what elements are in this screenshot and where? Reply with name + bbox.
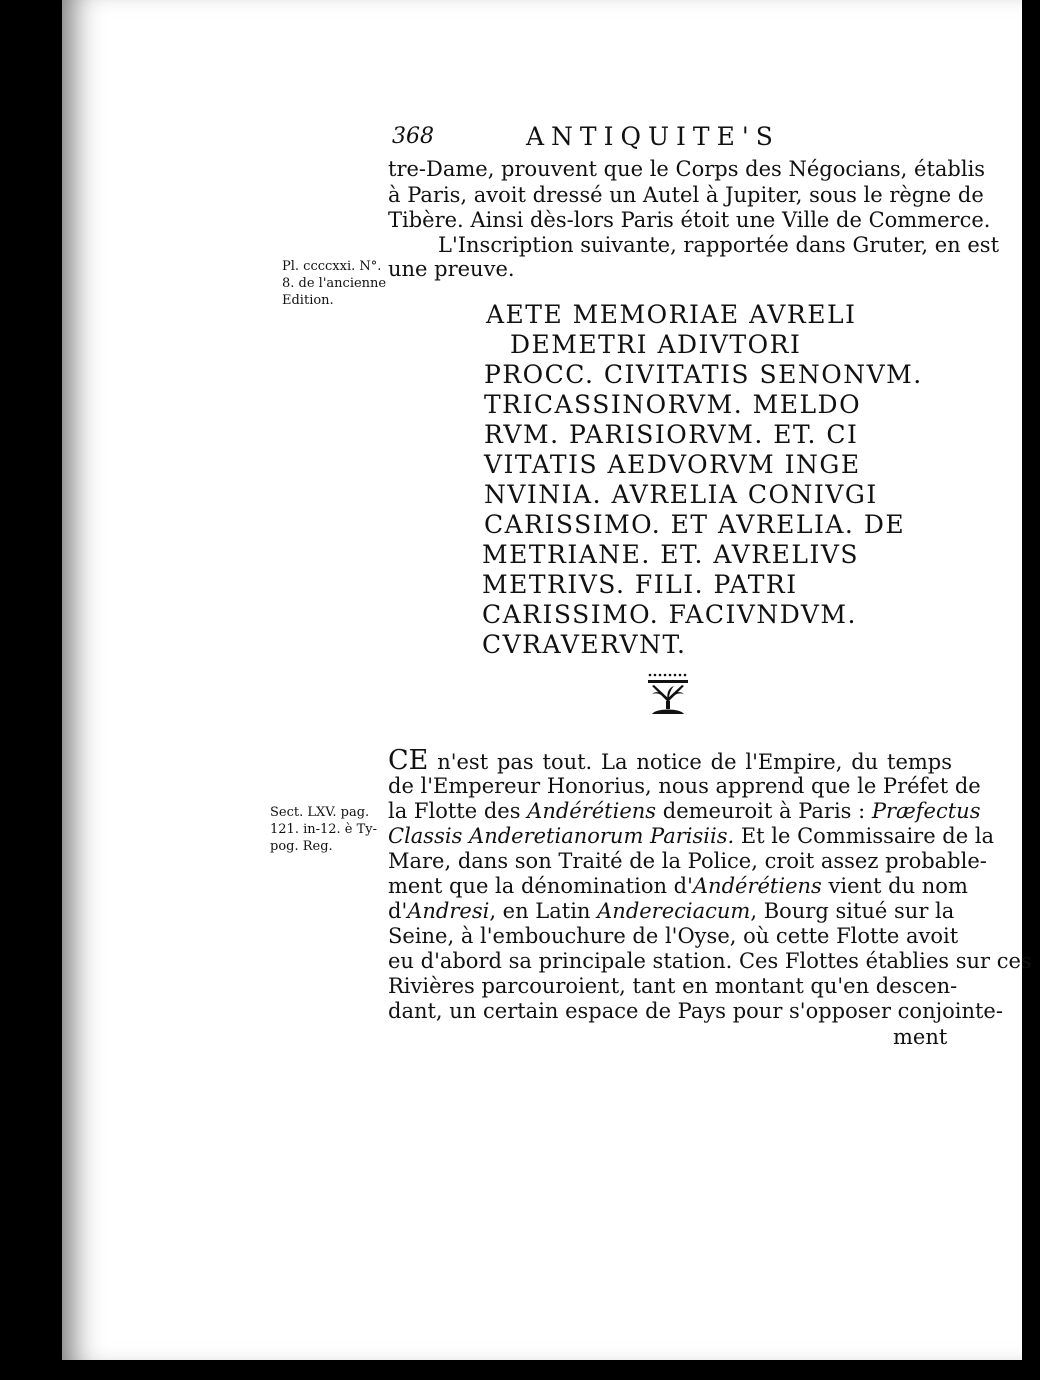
margin-note-line: 8. de l'ancienne — [282, 276, 387, 291]
text-line — [388, 873, 968, 899]
inscription-line: VITATIS AEDVORVM INGE — [484, 450, 861, 479]
inscription-line: CARISSIMO. FACIVNDVM. — [482, 600, 857, 629]
text-line: dant, un certain espace de Pays pour s'opposer conjointe- — [388, 999, 1003, 1023]
italic-span: Præfectus — [871, 799, 981, 823]
text-span: d' — [388, 899, 408, 923]
inscription-line: NVINIA. AVRELIA CONIVGI — [484, 480, 878, 509]
text-line: tre-Dame, prouvent que le Corps des Négocians, établis — [388, 157, 986, 181]
text-span: vient du nom — [821, 874, 968, 898]
margin-note-line: pog. Reg. — [270, 839, 333, 854]
inscription-line: TRICASSINORVM. MELDO — [484, 390, 862, 419]
inscription-line: RVM. PARISIORVM. ET. CI — [484, 420, 859, 449]
text-line — [388, 823, 995, 849]
inscription-line: DEMETRI ADIVTORI — [510, 330, 802, 359]
margin-note-plate — [282, 258, 386, 309]
inscription-line: METRIVS. FILI. PATRI — [482, 570, 798, 599]
text-line: à Paris, avoit dressé un Autel à Jupiter, sous le règne de — [388, 183, 984, 207]
text-line: Rivières parcouroient, tant en montant qu'en descen- — [388, 974, 958, 998]
palm-ornament-icon — [644, 672, 692, 716]
text-line: une preuve. — [388, 257, 515, 281]
drop-cap: CE — [388, 745, 429, 776]
inscription-line: METRIANE. ET. AVRELIVS — [482, 540, 860, 569]
text-span: , en Latin — [489, 899, 598, 923]
text-line — [388, 898, 955, 924]
margin-note-line: 121. in-12. è Ty- — [270, 822, 378, 837]
italic-span: Classis Anderetianorum Parisiis. — [388, 824, 735, 848]
running-title: ANTIQUITE'S — [526, 122, 780, 151]
italic-span: Andérétiens — [527, 799, 657, 823]
page-number: 368 — [392, 124, 434, 149]
margin-note-line: Edition. — [282, 293, 334, 308]
text-span: n'est pas tout. La notice de l'Empire, du temps — [428, 750, 952, 774]
margin-note-line: Sect. LXV. pag. — [270, 805, 370, 820]
text-line: eu d'abord sa principale station. Ces Flottes établies sur ces — [388, 949, 1032, 973]
inscription-line: AETE MEMORIAE AVRELI — [486, 300, 857, 329]
margin-note-line: Pl. ccccxxi. N°. — [282, 259, 382, 274]
inscription-line: CVRAVERVNT. — [482, 630, 687, 659]
text-span: Et le Commissaire de la — [734, 824, 995, 848]
page-header — [392, 122, 952, 152]
inscription-line: PROCC. CIVITATIS SENONVM. — [484, 360, 923, 389]
text-line: L'Inscription suivante, rapportée dans Gruter, en est — [438, 233, 1000, 257]
italic-span: Andérétiens — [692, 874, 822, 898]
text-line: de l'Empereur Honorius, nous apprend que le Préfet de — [388, 774, 981, 798]
text-line — [388, 798, 981, 824]
italic-span: Andresi — [407, 899, 490, 923]
text-span: , Bourg situé sur la — [750, 899, 955, 923]
text-span: la Flotte des — [388, 799, 528, 823]
text-line — [388, 745, 952, 776]
text-line: Tibère. Ainsi dès-lors Paris étoit une Ville de Commerce. — [388, 208, 991, 232]
catchword: ment — [893, 1025, 948, 1049]
text-span: demeuroit à Paris : — [656, 799, 872, 823]
text-line: Seine, à l'embouchure de l'Oyse, où cette Flotte avoit — [388, 924, 959, 948]
italic-span: Andereciacum — [597, 899, 751, 923]
margin-note-reference — [270, 804, 377, 855]
text-span: ment que la dénomination d' — [388, 874, 693, 898]
inscription-line: CARISSIMO. ET AVRELIA. DE — [484, 510, 906, 539]
text-line: Mare, dans son Traité de la Police, croit assez probable- — [388, 849, 987, 873]
